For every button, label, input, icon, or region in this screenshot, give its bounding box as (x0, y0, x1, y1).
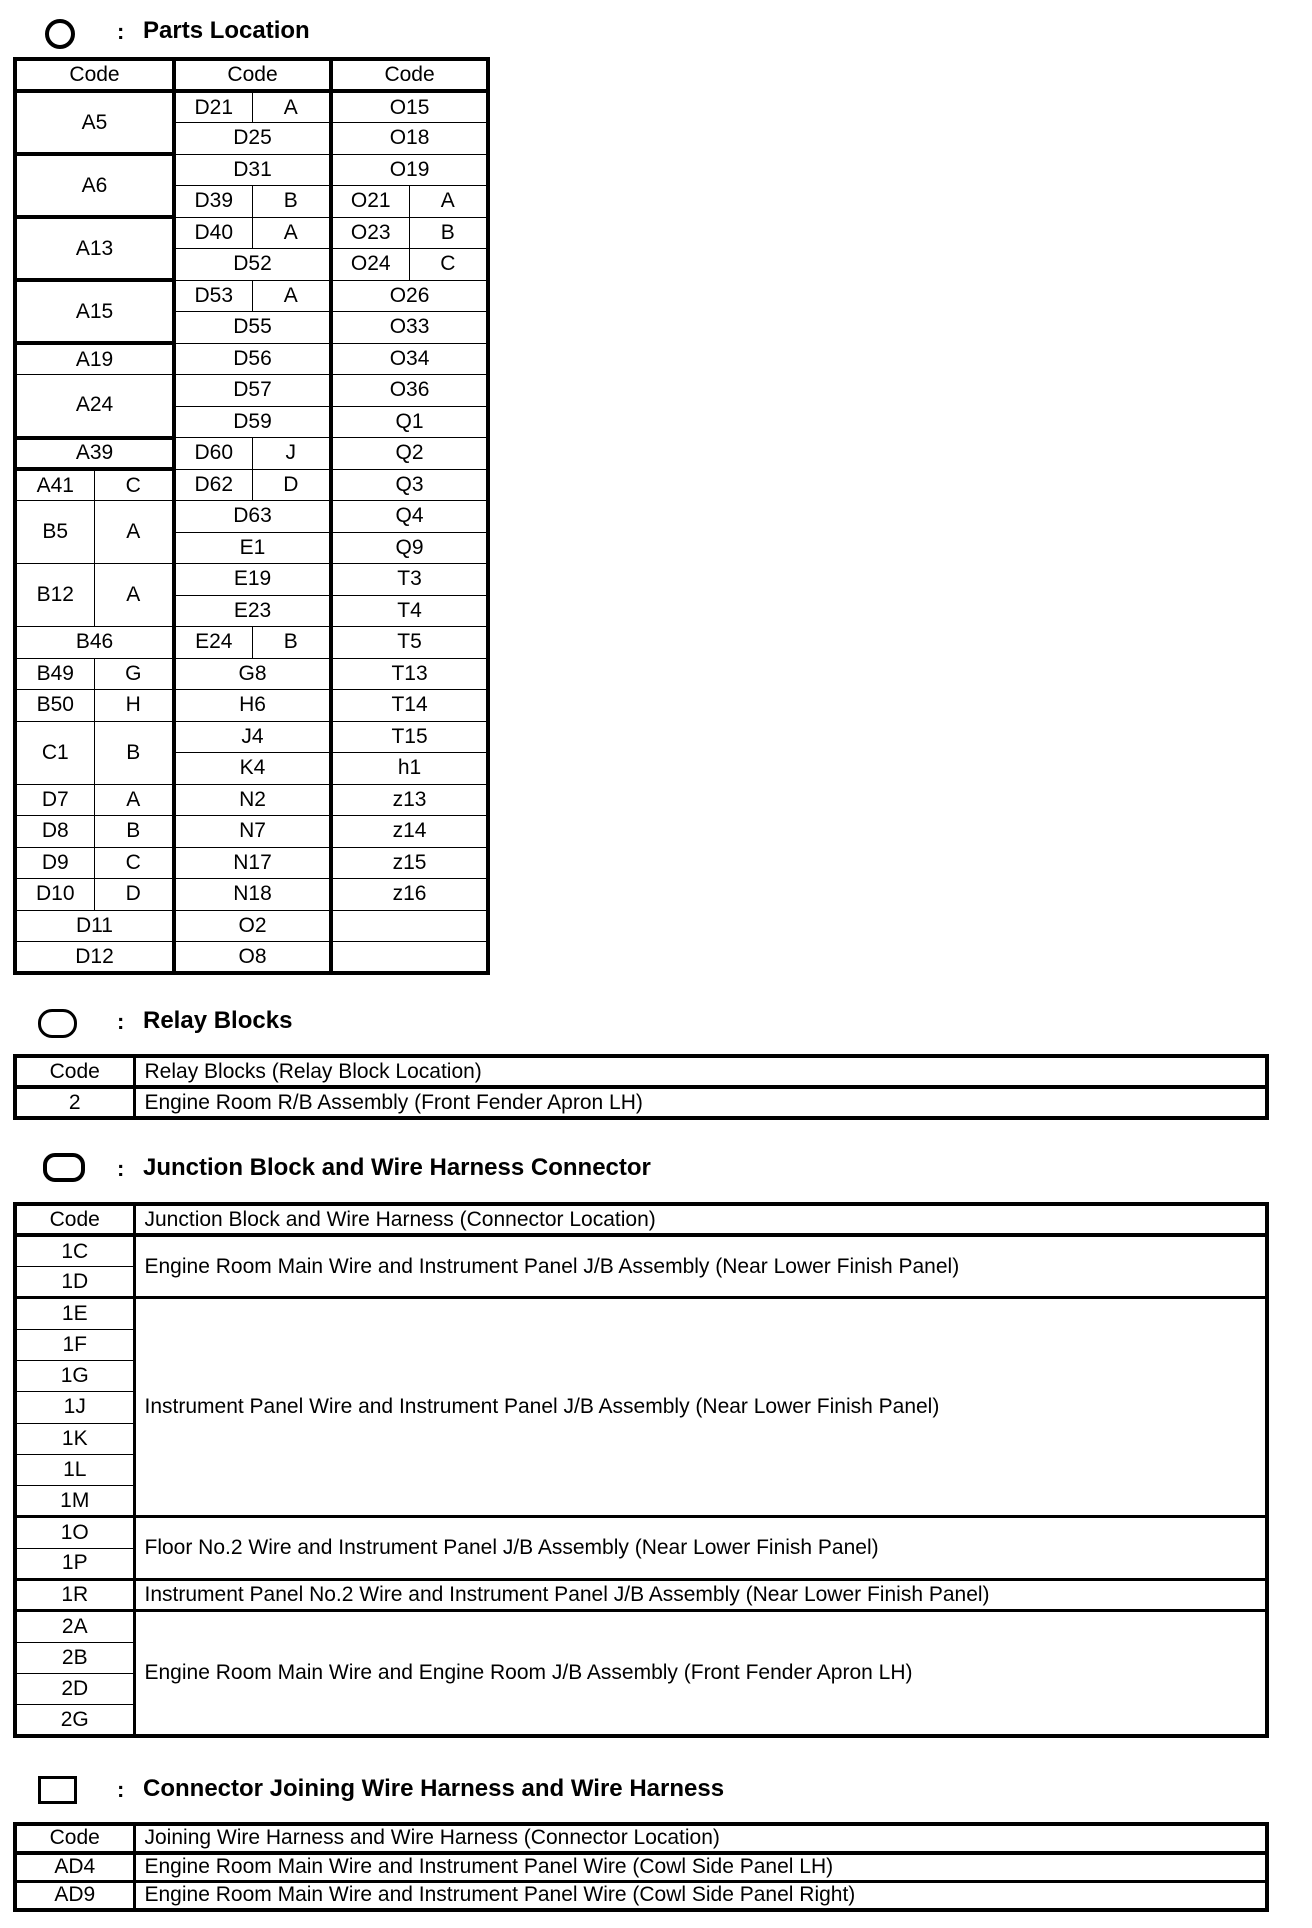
code-cell: B12 (15, 564, 94, 627)
table-header-row (15, 1824, 1267, 1853)
table-row (15, 1517, 1267, 1548)
code-cell: T4 (331, 595, 488, 627)
code-cell: O26 (331, 280, 488, 312)
table-row (15, 847, 488, 879)
heading-colon: : (117, 19, 125, 44)
code-cell: 1J (15, 1392, 134, 1423)
code-cell: D63 (174, 501, 331, 533)
code-cell: B5 (15, 501, 94, 564)
code-cell (331, 910, 488, 942)
code-cell: E19 (174, 564, 331, 596)
code-cell: C (94, 847, 174, 879)
table-row (15, 658, 488, 690)
code-cell: J (252, 438, 331, 470)
code-cell: N17 (174, 847, 331, 879)
code-column-header: Code (15, 1824, 134, 1853)
section-title: Junction Block and Wire Harness Connector (143, 1154, 651, 1181)
table-row (15, 942, 488, 974)
code-cell: Q9 (331, 532, 488, 564)
rounded-oval-icon (38, 1009, 77, 1038)
code-cell: B (252, 627, 331, 659)
code-cell: D (252, 469, 331, 501)
code-cell: D11 (15, 910, 174, 942)
code-cell: A (252, 91, 331, 123)
code-cell: O19 (331, 154, 488, 186)
code-cell: T15 (331, 721, 488, 753)
table-row (15, 879, 488, 911)
code-cell: 1O (15, 1517, 134, 1548)
table-row (15, 1235, 1267, 1266)
code-cell: Q2 (331, 438, 488, 470)
relay-blocks-table (13, 1054, 1269, 1120)
location-description: Engine Room Main Wire and Instrument Panel J/B Assembly (Near Lower Finish Panel) (134, 1235, 1267, 1298)
code-cell: B (94, 721, 174, 784)
code-cell: 1K (15, 1423, 134, 1454)
code-cell: N7 (174, 816, 331, 848)
table-row (15, 627, 488, 659)
code-cell: 1G (15, 1360, 134, 1391)
code-cell: E1 (174, 532, 331, 564)
code-cell: A5 (15, 91, 174, 154)
code-cell: A (252, 217, 331, 249)
code-cell: 1R (15, 1580, 134, 1611)
code-cell: E23 (174, 595, 331, 627)
code-cell: N18 (174, 879, 331, 911)
code-cell: A19 (15, 343, 174, 375)
table-row (15, 690, 488, 722)
code-cell: O2 (174, 910, 331, 942)
code-cell: h1 (331, 753, 488, 785)
code-column-header: Code (15, 1204, 134, 1235)
code-cell: D31 (174, 154, 331, 186)
code-cell: O34 (331, 343, 488, 375)
location-description: Instrument Panel Wire and Instrument Panel J/B Assembly (Near Lower Finish Panel) (134, 1298, 1267, 1517)
location-description: Engine Room R/B Assembly (Front Fender Apron LH) (134, 1087, 1267, 1118)
code-cell: 1C (15, 1235, 134, 1266)
code-cell: Q4 (331, 501, 488, 533)
code-cell: D21 (174, 91, 252, 123)
code-cell: G (94, 658, 174, 690)
rounded-rectangle-icon (43, 1153, 85, 1182)
code-cell: B (252, 186, 331, 218)
code-cell: A (94, 784, 174, 816)
code-cell: D40 (174, 217, 252, 249)
code-cell: 1D (15, 1267, 134, 1298)
code-cell: O21 (331, 186, 409, 218)
code-cell: 1E (15, 1298, 134, 1329)
table-row (15, 910, 488, 942)
code-cell: 2B (15, 1642, 134, 1673)
code-cell: A (252, 280, 331, 312)
code-cell: D57 (174, 375, 331, 407)
code-cell: D52 (174, 249, 331, 281)
code-cell: z13 (331, 784, 488, 816)
code-cell: T14 (331, 690, 488, 722)
table-row (15, 1611, 1267, 1642)
code-cell: D53 (174, 280, 252, 312)
code-cell: 2D (15, 1673, 134, 1704)
code-cell: z14 (331, 816, 488, 848)
code-cell: O36 (331, 375, 488, 407)
code-cell: 2 (15, 1087, 134, 1118)
code-cell: C1 (15, 721, 94, 784)
code-cell: J4 (174, 721, 331, 753)
table-row (15, 154, 488, 186)
table-header-row (15, 1204, 1267, 1235)
code-cell: D7 (15, 784, 94, 816)
location-description: Engine Room Main Wire and Engine Room J/B Assembly (Front Fender Apron LH) (134, 1611, 1267, 1736)
section-title: Connector Joining Wire Harness and Wire Harness (143, 1775, 725, 1802)
column-header: Code (174, 59, 331, 91)
location-description: Engine Room Main Wire and Instrument Panel Wire (Cowl Side Panel Right) (134, 1881, 1267, 1910)
code-cell: A41 (15, 469, 94, 501)
table-row (15, 217, 488, 249)
code-cell: O33 (331, 312, 488, 344)
code-cell: AD4 (15, 1853, 134, 1882)
parts-location-table (13, 57, 490, 975)
code-cell: G8 (174, 658, 331, 690)
code-cell: A13 (15, 217, 174, 280)
heading-colon: : (117, 1777, 125, 1802)
code-cell: D8 (15, 816, 94, 848)
table-row (15, 1881, 1267, 1910)
table-row (15, 1853, 1267, 1882)
code-cell: D39 (174, 186, 252, 218)
code-cell: T5 (331, 627, 488, 659)
table-row (15, 1580, 1267, 1611)
table-row (15, 91, 488, 123)
code-cell: D62 (174, 469, 252, 501)
code-cell: A (94, 564, 174, 627)
code-cell: D12 (15, 942, 174, 974)
table-row (15, 375, 488, 407)
table-row (15, 280, 488, 312)
code-cell: D (94, 879, 174, 911)
table-row (15, 343, 488, 375)
code-cell: D10 (15, 879, 94, 911)
code-cell: H (94, 690, 174, 722)
description-column-header: Junction Block and Wire Harness (Connector Location) (134, 1204, 1267, 1235)
code-cell: A15 (15, 280, 174, 343)
junction-block-table (13, 1202, 1269, 1738)
code-cell: B49 (15, 658, 94, 690)
code-cell: z15 (331, 847, 488, 879)
location-description: Instrument Panel No.2 Wire and Instrument Panel J/B Assembly (Near Lower Finish Panel) (134, 1580, 1267, 1611)
code-cell: O15 (331, 91, 488, 123)
code-cell: 1F (15, 1329, 134, 1360)
code-cell: O18 (331, 123, 488, 155)
table-row (15, 1087, 1267, 1118)
section-title: Parts Location (143, 17, 310, 44)
code-cell: O23 (331, 217, 409, 249)
code-cell: O8 (174, 942, 331, 974)
code-cell: T3 (331, 564, 488, 596)
code-cell: E24 (174, 627, 252, 659)
table-row (15, 501, 488, 533)
code-cell: C (409, 249, 488, 281)
code-cell: O24 (331, 249, 409, 281)
table-row (15, 784, 488, 816)
code-cell: D25 (174, 123, 331, 155)
table-row (15, 1298, 1267, 1329)
code-cell: A (94, 501, 174, 564)
code-cell: H6 (174, 690, 331, 722)
table-header-row (15, 1056, 1267, 1087)
code-cell: Q3 (331, 469, 488, 501)
square-rectangle-icon (38, 1776, 77, 1804)
code-cell: 2A (15, 1611, 134, 1642)
code-cell: D55 (174, 312, 331, 344)
location-description: Engine Room Main Wire and Instrument Panel Wire (Cowl Side Panel LH) (134, 1853, 1267, 1882)
connector-joining-table (13, 1822, 1269, 1912)
table-header-row (15, 59, 488, 91)
code-cell: B50 (15, 690, 94, 722)
code-cell: D60 (174, 438, 252, 470)
code-column-header: Code (15, 1056, 134, 1087)
code-cell (331, 942, 488, 974)
code-cell: N2 (174, 784, 331, 816)
heading-colon: : (117, 1009, 125, 1034)
code-cell: z16 (331, 879, 488, 911)
table-row (15, 564, 488, 596)
heading-colon: : (117, 1156, 125, 1181)
code-cell: K4 (174, 753, 331, 785)
description-column-header: Joining Wire Harness and Wire Harness (Connector Location) (134, 1824, 1267, 1853)
code-cell: D9 (15, 847, 94, 879)
code-cell: T13 (331, 658, 488, 690)
code-cell: A39 (15, 438, 174, 470)
code-cell: 2G (15, 1705, 134, 1736)
code-cell: A24 (15, 375, 174, 438)
code-cell: A (409, 186, 488, 218)
table-row (15, 438, 488, 470)
circle-icon (45, 19, 75, 49)
code-cell: C (94, 469, 174, 501)
code-cell: AD9 (15, 1881, 134, 1910)
column-header: Code (15, 59, 174, 91)
table-row (15, 816, 488, 848)
code-cell: B (94, 816, 174, 848)
table-row (15, 721, 488, 753)
code-cell: D59 (174, 406, 331, 438)
code-cell: B (409, 217, 488, 249)
location-description: Floor No.2 Wire and Instrument Panel J/B Assembly (Near Lower Finish Panel) (134, 1517, 1267, 1580)
code-cell: 1M (15, 1486, 134, 1517)
table-row (15, 469, 488, 501)
code-cell: 1L (15, 1454, 134, 1485)
column-header: Code (331, 59, 488, 91)
code-cell: D56 (174, 343, 331, 375)
description-column-header: Relay Blocks (Relay Block Location) (134, 1056, 1267, 1087)
code-cell: Q1 (331, 406, 488, 438)
code-cell: A6 (15, 154, 174, 217)
code-cell: 1P (15, 1548, 134, 1579)
code-cell: B46 (15, 627, 174, 659)
section-title: Relay Blocks (143, 1007, 293, 1034)
